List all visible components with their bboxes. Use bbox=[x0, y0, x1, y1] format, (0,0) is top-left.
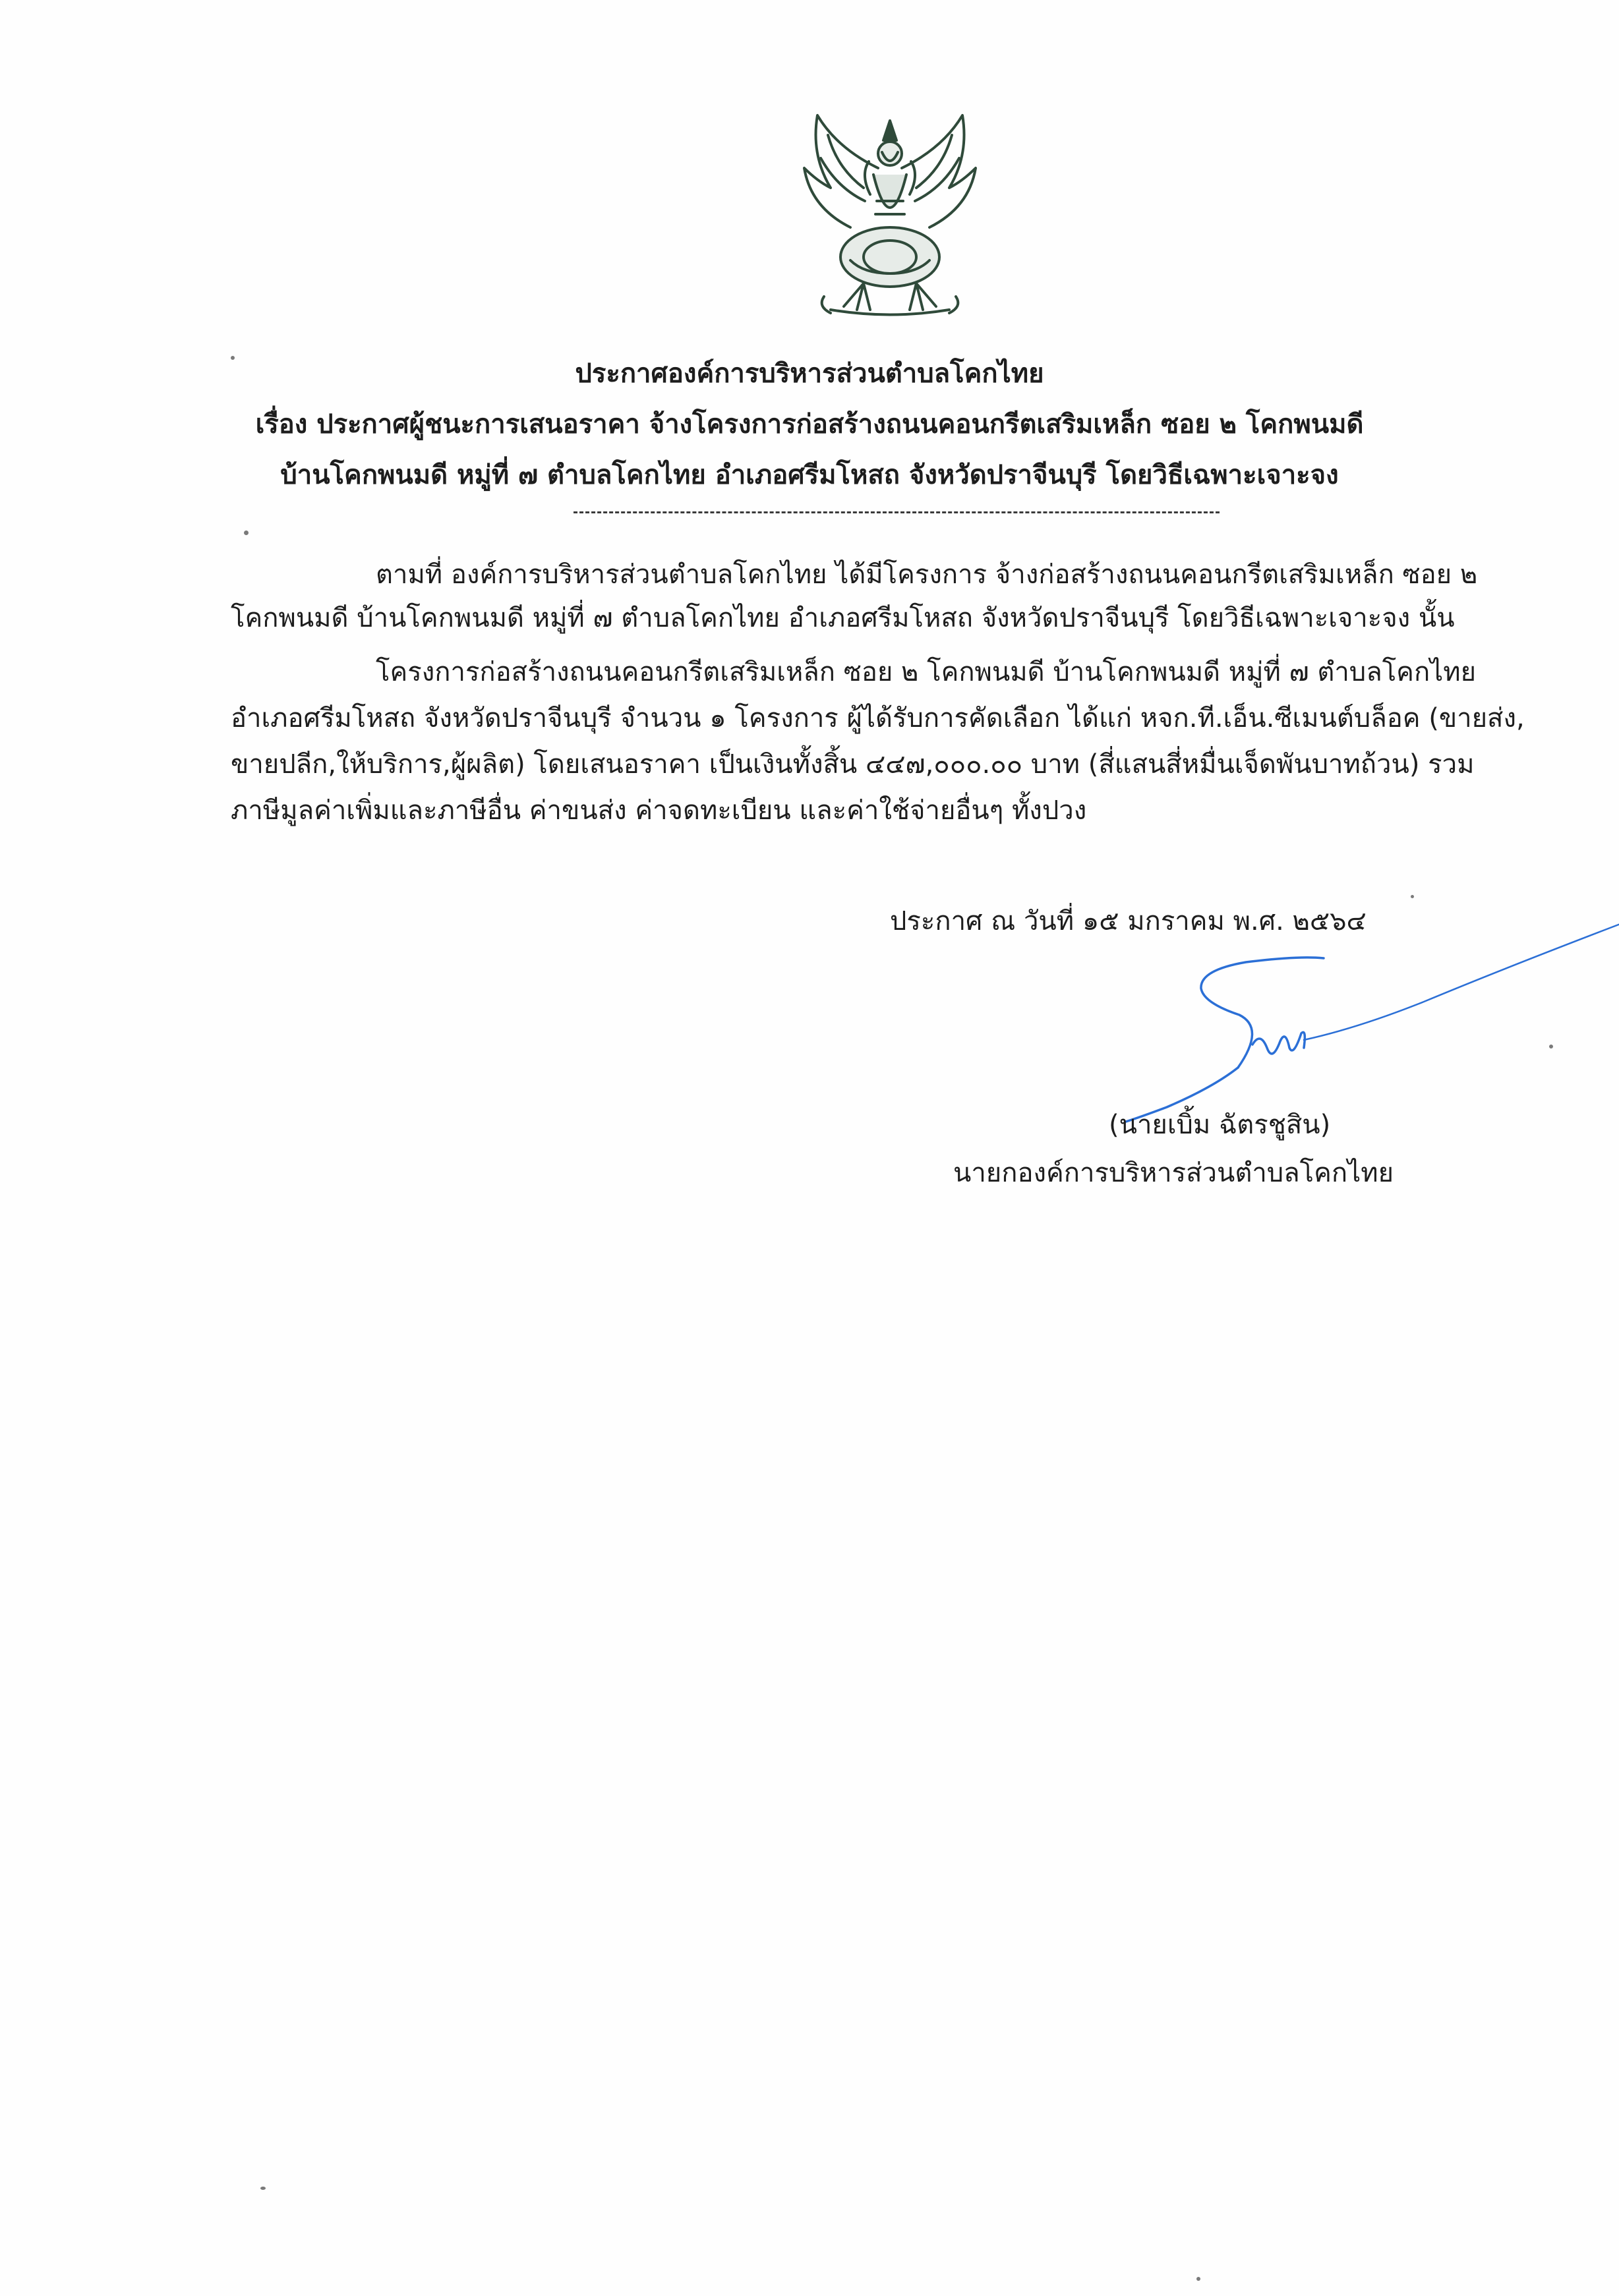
scan-speck bbox=[260, 2187, 266, 2190]
signatory-position: นายกองค์การบริหารส่วนตำบลโคกไทย bbox=[953, 1158, 1394, 1188]
garuda-emblem-icon bbox=[791, 109, 989, 326]
announcement-date: ประกาศ ณ วันที่ ๑๕ มกราคม พ.ศ. ๒๕๖๔ bbox=[890, 906, 1367, 936]
heading-divider bbox=[574, 511, 1220, 513]
signatory-name: (นายเบิ้ม ฉัตรชูสิน) bbox=[1109, 1110, 1331, 1140]
paragraph-2-line-1: โครงการก่อสร้างถนนคอนกรีตเสริมเหล็ก ซอย ๒ โคกพนมดี บ้านโคกพนมดี หมู่ที่ ๗ ตำบลโคกไทย bbox=[376, 657, 1477, 687]
scan-speck bbox=[1549, 1045, 1553, 1048]
document-subject-line-2: บ้านโคกพนมดี หมู่ที่ ๗ ตำบลโคกไทย อำเภอศรีมโหสถ จังหวัดปราจีนบุรี โดยวิธีเฉพาะเจาะจง bbox=[280, 460, 1339, 490]
scan-speck bbox=[1196, 2277, 1200, 2281]
paragraph-2-line-2: อำเภอศรีมโหสถ จังหวัดปราจีนบุรี จำนวน ๑ โครงการ ผู้ได้รับการคัดเลือก ได้แก่ หจก.ที.เอ็น.ซีเมนต์บล็อค (ขายส่ง, bbox=[231, 703, 1525, 733]
paragraph-1-line-2: โคกพนมดี บ้านโคกพนมดี หมู่ที่ ๗ ตำบลโคกไทย อำเภอศรีมโหสถ จังหวัดปราจีนบุรี โดยวิธีเฉพาะเจาะจง นั้น bbox=[231, 603, 1455, 633]
scan-speck bbox=[231, 356, 235, 360]
scan-speck bbox=[1411, 895, 1414, 898]
paragraph-2-line-3: ขายปลีก,ให้บริการ,ผู้ผลิต) โดยเสนอราคา เป็นเงินทั้งสิ้น ๔๔๗,๐๐๐.๐๐ บาท (สี่แสนสี่หมื่นเจ็ดพันบาทถ้วน) รวม bbox=[231, 749, 1475, 780]
paragraph-1-line-1: ตามที่ องค์การบริหารส่วนตำบลโคกไทย ได้มีโครงการ จ้างก่อสร้างถนนคอนกรีตเสริมเหล็ก ซอย ๒ bbox=[376, 560, 1478, 590]
handwritten-signature bbox=[1081, 916, 1619, 1134]
scan-speck bbox=[244, 531, 249, 535]
paragraph-2-line-4: ภาษีมูลค่าเพิ่มและภาษีอื่น ค่าขนส่ง ค่าจดทะเบียน และค่าใช้จ่ายอื่นๆ ทั้งปวง bbox=[231, 795, 1087, 826]
document-subject-line-1: เรื่อง ประกาศผู้ชนะการเสนอราคา จ้างโครงการก่อสร้างถนนคอนกรีตเสริมเหล็ก ซอย ๒ โคกพนมดี bbox=[255, 409, 1364, 440]
document-title: ประกาศองค์การบริหารส่วนตำบลโคกไทย bbox=[575, 359, 1044, 389]
